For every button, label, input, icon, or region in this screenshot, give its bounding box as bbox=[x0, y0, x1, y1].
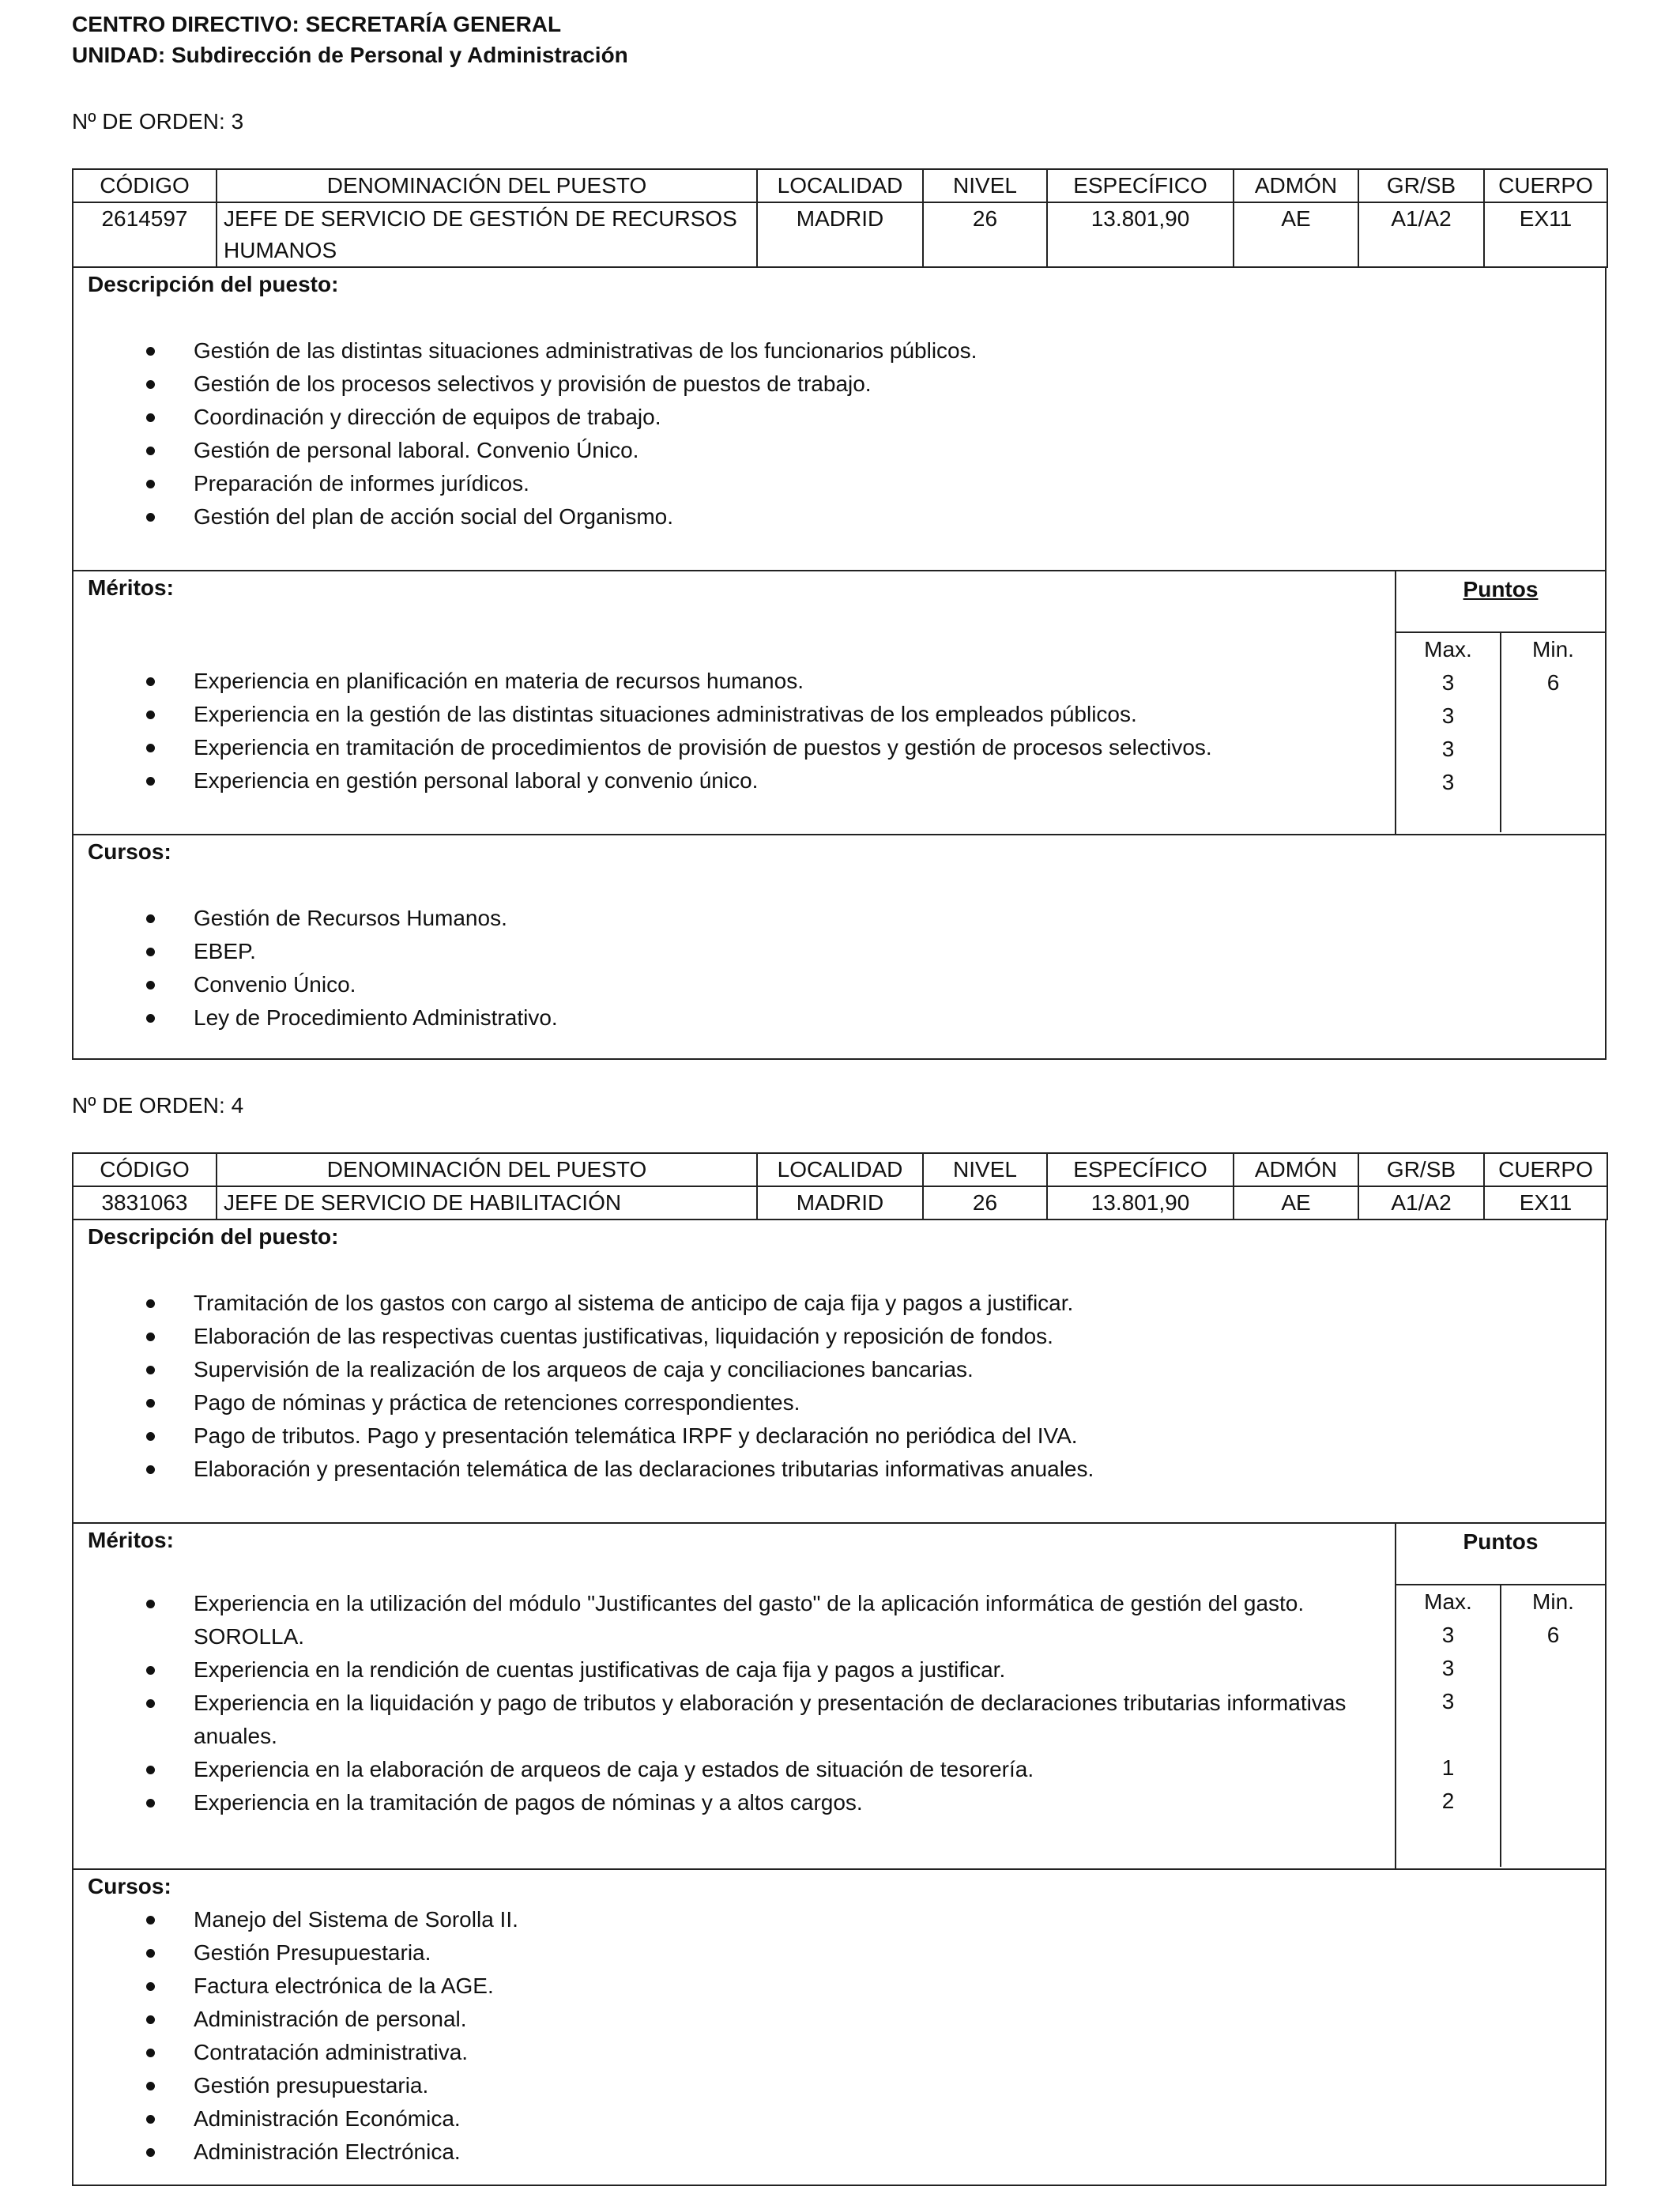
max-value: 3 bbox=[1441, 1689, 1455, 1713]
list-item: Gestión de Recursos Humanos. bbox=[73, 902, 1605, 935]
col-especifico: ESPECÍFICO bbox=[1047, 169, 1234, 202]
max-value: 3 bbox=[1441, 1656, 1455, 1680]
table-row bbox=[73, 202, 1607, 267]
cell-codigo: 3831063 bbox=[73, 1186, 217, 1220]
centro-label: CENTRO DIRECTIVO: bbox=[72, 12, 299, 36]
cursos-title: Cursos: bbox=[88, 839, 171, 864]
meritos-list bbox=[73, 665, 1395, 797]
min-column bbox=[1501, 1585, 1605, 1867]
meritos-section bbox=[72, 1524, 1607, 1870]
col-denominacion: DENOMINACIÓN DEL PUESTO bbox=[217, 1153, 757, 1186]
list-item: Contratación administrativa. bbox=[73, 2036, 1605, 2069]
max-column bbox=[1396, 1585, 1501, 1867]
unidad-label: UNIDAD: bbox=[72, 43, 166, 67]
list-item: Elaboración de las respectivas cuentas justificativas, liquidación y reposición de fondos. bbox=[73, 1320, 1605, 1353]
max-value: 2 bbox=[1441, 1789, 1455, 1813]
list-item: Experiencia en la utilización del módulo "Justificantes del gasto" de la aplicación informática de gestión del gasto. SOROLLA. bbox=[73, 1587, 1363, 1653]
max-value: 3 bbox=[1441, 1623, 1455, 1647]
meritos-title: Méritos: bbox=[88, 575, 174, 600]
orden-4-label: Nº DE ORDEN: 4 bbox=[72, 1093, 244, 1118]
cell-localidad: MADRID bbox=[757, 202, 923, 267]
cell-denominacion: JEFE DE SERVICIO DE HABILITACIÓN bbox=[217, 1186, 757, 1220]
list-item: Coordinación y dirección de equipos de trabajo. bbox=[73, 401, 1605, 434]
list-item: Administración Electrónica. bbox=[73, 2136, 1605, 2169]
list-item: Administración de personal. bbox=[73, 2003, 1605, 2036]
max-label: Max. bbox=[1424, 1589, 1472, 1614]
list-item: Pago de tributos. Pago y presentación telemática IRPF y declaración no periódica del IVA. bbox=[73, 1419, 1605, 1453]
puesto-4-block bbox=[72, 1152, 1607, 2186]
unidad-line bbox=[72, 39, 628, 72]
list-item: Experiencia en la rendición de cuentas justificativas de caja fija y pagos a justificar. bbox=[73, 1653, 1363, 1687]
list-item: Factura electrónica de la AGE. bbox=[73, 1970, 1605, 2003]
min-value: 6 bbox=[1546, 1623, 1560, 1647]
denominacion-line-2: HUMANOS bbox=[224, 238, 337, 262]
list-item: Experiencia en la gestión de las distintas situaciones administrativas de los empleados públicos. bbox=[73, 698, 1395, 731]
col-localidad: LOCALIDAD bbox=[757, 1153, 923, 1186]
puesto-3-table bbox=[72, 168, 1608, 268]
descripcion-title: Descripción del puesto: bbox=[88, 272, 339, 296]
min-label: Min. bbox=[1532, 637, 1574, 662]
list-item: Experiencia en la tramitación de pagos de nóminas y a altos cargos. bbox=[73, 1786, 1363, 1819]
col-codigo: CÓDIGO bbox=[73, 169, 217, 202]
col-denominacion: DENOMINACIÓN DEL PUESTO bbox=[217, 169, 757, 202]
puntos-title: Puntos bbox=[1396, 571, 1605, 633]
col-cuerpo: CUERPO bbox=[1484, 1153, 1607, 1186]
cell-codigo: 2614597 bbox=[73, 202, 217, 267]
col-nivel: NIVEL bbox=[923, 169, 1047, 202]
meritos-left bbox=[73, 1524, 1396, 1868]
cursos-section bbox=[72, 1870, 1607, 2186]
puntos-columns bbox=[1396, 1585, 1605, 1867]
list-item: Preparación de informes jurídicos. bbox=[73, 467, 1605, 500]
meritos-title: Méritos: bbox=[88, 1528, 174, 1552]
max-label: Max. bbox=[1424, 637, 1472, 662]
list-item: Pago de nóminas y práctica de retenciones correspondientes. bbox=[73, 1386, 1605, 1419]
col-grsb: GR/SB bbox=[1358, 169, 1484, 202]
list-item: Gestión del plan de acción social del Organismo. bbox=[73, 500, 1605, 533]
table-header-row bbox=[73, 169, 1607, 202]
max-value: 3 bbox=[1441, 737, 1455, 761]
cursos-list bbox=[73, 1903, 1605, 2169]
puntos-title: Puntos bbox=[1396, 1524, 1605, 1585]
meritos-section bbox=[72, 571, 1607, 835]
cell-cuerpo: EX11 bbox=[1484, 1186, 1607, 1220]
list-item: Manejo del Sistema de Sorolla II. bbox=[73, 1903, 1605, 1936]
max-value bbox=[1396, 1718, 1500, 1751]
col-admon: ADMÓN bbox=[1234, 1153, 1358, 1186]
col-especifico: ESPECÍFICO bbox=[1047, 1153, 1234, 1186]
list-item: Gestión Presupuestaria. bbox=[73, 1936, 1605, 1970]
list-item: Gestión de los procesos selectivos y provisión de puestos de trabajo. bbox=[73, 368, 1605, 401]
cell-nivel: 26 bbox=[923, 1186, 1047, 1220]
table-header-row bbox=[73, 1153, 1607, 1186]
list-item: Gestión presupuestaria. bbox=[73, 2069, 1605, 2102]
list-item: Supervisión de la realización de los arqueos de caja y conciliaciones bancarias. bbox=[73, 1353, 1605, 1386]
puesto-4-table bbox=[72, 1152, 1608, 1220]
list-item: Tramitación de los gastos con cargo al sistema de anticipo de caja fija y pagos a justificar. bbox=[73, 1287, 1605, 1320]
list-item: Experiencia en planificación en materia de recursos humanos. bbox=[73, 665, 1395, 698]
min-label: Min. bbox=[1532, 1589, 1574, 1614]
list-item: Administración Económica. bbox=[73, 2102, 1605, 2136]
centro-directivo-line bbox=[72, 8, 561, 41]
cell-admon: AE bbox=[1234, 202, 1358, 267]
table-row bbox=[73, 1186, 1607, 1220]
list-item: Elaboración y presentación telemática de las declaraciones tributarias informativas anuales. bbox=[73, 1453, 1605, 1486]
list-item: EBEP. bbox=[73, 935, 1605, 968]
col-admon: ADMÓN bbox=[1234, 169, 1358, 202]
max-value: 3 bbox=[1441, 670, 1455, 695]
puntos-panel bbox=[1396, 1524, 1605, 1868]
cell-especifico: 13.801,90 bbox=[1047, 1186, 1234, 1220]
descripcion-title: Descripción del puesto: bbox=[88, 1224, 339, 1249]
cell-grsb: A1/A2 bbox=[1358, 1186, 1484, 1220]
col-grsb: GR/SB bbox=[1358, 1153, 1484, 1186]
list-item: Experiencia en tramitación de procedimientos de provisión de puestos y gestión de procesos selectivos. bbox=[73, 731, 1395, 764]
max-column bbox=[1396, 633, 1501, 832]
cursos-title: Cursos: bbox=[88, 1874, 171, 1898]
max-value: 3 bbox=[1441, 703, 1455, 728]
col-localidad: LOCALIDAD bbox=[757, 169, 923, 202]
list-item: Experiencia en la elaboración de arqueos de caja y estados de situación de tesorería. bbox=[73, 1753, 1363, 1786]
max-value: 3 bbox=[1441, 770, 1455, 794]
cell-admon: AE bbox=[1234, 1186, 1358, 1220]
cursos-section bbox=[72, 835, 1607, 1060]
list-item: Gestión de personal laboral. Convenio Único. bbox=[73, 434, 1605, 467]
puesto-3-block bbox=[72, 168, 1607, 1060]
col-cuerpo: CUERPO bbox=[1484, 169, 1607, 202]
list-item: Gestión de las distintas situaciones administrativas de los funcionarios públicos. bbox=[73, 334, 1605, 368]
cell-localidad: MADRID bbox=[757, 1186, 923, 1220]
list-item: Experiencia en la liquidación y pago de tributos y elaboración y presentación de declaraciones tributarias informativas anuales. bbox=[73, 1687, 1363, 1753]
list-item: Convenio Único. bbox=[73, 968, 1605, 1001]
descripcion-section bbox=[72, 268, 1607, 571]
meritos-left bbox=[73, 571, 1396, 834]
cell-especifico: 13.801,90 bbox=[1047, 202, 1234, 267]
min-value: 6 bbox=[1546, 670, 1560, 695]
cursos-list bbox=[73, 902, 1605, 1035]
list-item: Ley de Procedimiento Administrativo. bbox=[73, 1001, 1605, 1035]
cell-nivel: 26 bbox=[923, 202, 1047, 267]
min-column bbox=[1501, 633, 1605, 832]
cell-grsb: A1/A2 bbox=[1358, 202, 1484, 267]
puntos-columns bbox=[1396, 633, 1605, 832]
meritos-list bbox=[73, 1587, 1395, 1819]
orden-3-label: Nº DE ORDEN: 3 bbox=[72, 109, 244, 134]
cell-denominacion bbox=[217, 202, 757, 267]
max-value: 1 bbox=[1441, 1755, 1455, 1780]
puntos-panel bbox=[1396, 571, 1605, 834]
unidad-value: Subdirección de Personal y Administración bbox=[171, 43, 628, 67]
descripcion-section bbox=[72, 1220, 1607, 1524]
col-nivel: NIVEL bbox=[923, 1153, 1047, 1186]
denominacion-line-1: JEFE DE SERVICIO DE GESTIÓN DE RECURSOS bbox=[224, 206, 737, 231]
centro-value: SECRETARÍA GENERAL bbox=[305, 12, 562, 36]
list-item: Experiencia en gestión personal laboral y convenio único. bbox=[73, 764, 1395, 797]
descripcion-list bbox=[73, 1287, 1605, 1486]
col-codigo: CÓDIGO bbox=[73, 1153, 217, 1186]
descripcion-list bbox=[73, 334, 1605, 533]
cell-cuerpo: EX11 bbox=[1484, 202, 1607, 267]
